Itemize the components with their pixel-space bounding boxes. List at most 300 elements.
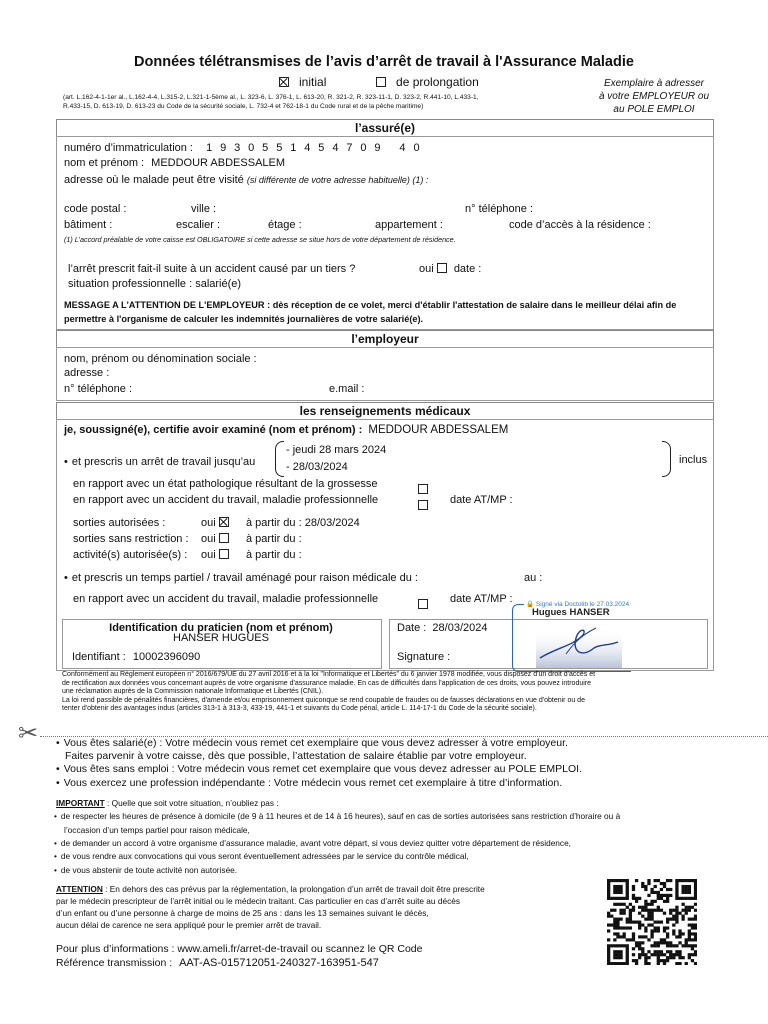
qr-module	[669, 956, 672, 959]
qr-module	[607, 959, 610, 962]
postal-label: code postal :	[64, 203, 127, 215]
qr-module	[675, 909, 678, 912]
signature-label: Signature :	[397, 651, 451, 663]
qr-module	[607, 947, 610, 950]
scissors-icon: ✂	[18, 720, 39, 747]
qr-module	[619, 891, 622, 894]
qr-module	[678, 956, 681, 959]
qr-module	[688, 891, 691, 894]
qr-module	[654, 929, 657, 932]
qr-module	[660, 941, 663, 944]
date-line-1: - jeudi 28 mars 2024	[286, 444, 387, 456]
qr-module	[688, 953, 691, 956]
qr-module	[675, 891, 678, 894]
qr-module	[691, 879, 694, 882]
phone-label: n° téléphone :	[465, 203, 534, 215]
qr-module	[691, 906, 694, 909]
qr-module	[650, 912, 653, 915]
qr-module	[616, 956, 619, 959]
qr-module	[613, 897, 616, 900]
work-accident-2-checkbox-wrap	[418, 595, 428, 613]
city-label: ville :	[191, 203, 217, 215]
address-label: adresse où le malade peut être visité	[64, 174, 244, 186]
qr-module	[688, 906, 691, 909]
qr-module	[666, 956, 669, 959]
more-info: Pour plus d’informations : www.ameli.fr/arret-de-travail ou scannez le QR Code	[56, 943, 423, 955]
qr-module	[666, 932, 669, 935]
qr-module	[613, 956, 616, 959]
qr-module	[638, 944, 641, 947]
qr-module	[660, 950, 663, 953]
qr-module	[685, 944, 688, 947]
qr-module	[669, 909, 672, 912]
qr-module	[660, 882, 663, 885]
qr-module	[681, 897, 684, 900]
qr-module	[610, 962, 613, 965]
praticien-date-label: Date :	[397, 622, 427, 634]
qr-module	[619, 926, 622, 929]
type-initial	[279, 76, 326, 89]
qr-module	[644, 909, 647, 912]
qr-module	[675, 912, 678, 915]
immat-row	[64, 142, 420, 155]
lock-icon: 🔒	[526, 601, 535, 608]
qr-module	[672, 944, 675, 947]
qr-module	[660, 897, 663, 900]
immat-value: 1 9 3 0 5 5 1 4 5 4 7 0 9 4 0	[206, 142, 421, 154]
qr-module	[607, 894, 610, 897]
qr-module	[694, 894, 697, 897]
activite-oui-label: oui	[201, 549, 216, 561]
employer-message: MESSAGE A L'ATTENTION DE L'EMPLOYEUR : dès réception de ce volet, merci d'établir l'attestation de salaire dans le meilleur délai afin de permettre à l'organisme de calculer les indemnités journalières de votre salarié(e).	[64, 300, 677, 324]
qr-module	[675, 918, 678, 921]
pregnancy-label: en rapport avec un état pathologique résultant de la grossesse	[73, 478, 378, 490]
important-item-1: • de respecter les heures de présence à domicile (de 9 à 11 heures et de 14 à 16 heures), sauf en cas de sorties autorisées sans restriction d’horaire ou à	[54, 811, 620, 821]
qr-module	[672, 909, 675, 912]
qr-module	[647, 962, 650, 965]
copy-note	[588, 77, 720, 116]
qr-module	[644, 926, 647, 929]
qr-module	[607, 891, 610, 894]
qr-module	[635, 879, 638, 882]
employer-phone-label: n° téléphone :	[64, 383, 133, 395]
qr-module	[613, 962, 616, 965]
qr-module	[623, 935, 626, 938]
medical-header: les renseignements médicaux	[56, 402, 714, 420]
qr-module	[654, 944, 657, 947]
qr-module	[626, 885, 629, 888]
signer-name: Hugues HANSER	[532, 607, 610, 618]
qr-module	[644, 903, 647, 906]
rgpd-line-2: de rectification aux données vous concernant auprès de votre organisme d'assurance maladie. En cas de difficultés dans l'application de ces droits, vous pouvez introduire	[62, 679, 592, 687]
qr-module	[644, 885, 647, 888]
accident-answer	[419, 263, 481, 276]
qr-module	[666, 959, 669, 962]
qr-module	[641, 941, 644, 944]
employer-address-label: adresse :	[64, 367, 110, 379]
accident-checkbox	[437, 263, 447, 273]
qr-module	[619, 879, 622, 882]
qr-module	[619, 909, 622, 912]
qr-module	[694, 879, 697, 882]
qr-module	[629, 909, 632, 912]
qr-module	[644, 959, 647, 962]
qr-module	[616, 944, 619, 947]
rgpd-line-1: Conformément au Règlement européen n° 2016/679/UE du 27 avril 2016 et à la loi "Informatique et Libertés" du 6 janvier 1978 modifiée, vous disposez d'un droit d'accès et	[62, 671, 596, 678]
qr-module	[694, 903, 697, 906]
legal-refs-2: R.433-15, D. 613-19, D. 613-23 du Code de la sécurité sociale, L. 732-4 et 762-18-1 du Code rural et de la pêche maritime)	[63, 103, 424, 110]
qr-module	[678, 941, 681, 944]
qr-module	[632, 888, 635, 891]
qr-module	[688, 897, 691, 900]
qr-module	[681, 956, 684, 959]
qr-module	[638, 912, 641, 915]
qr-module	[613, 918, 616, 921]
qr-module	[694, 888, 697, 891]
praticien-date-value: 28/03/2024	[432, 622, 488, 634]
qr-module	[685, 962, 688, 965]
qr-module	[688, 909, 691, 912]
qr-module	[616, 932, 619, 935]
qr-module	[688, 932, 691, 935]
praticien-date	[397, 622, 487, 635]
qr-module	[663, 900, 666, 903]
qr-module	[647, 882, 650, 885]
qr-module	[626, 897, 629, 900]
qr-module	[691, 918, 694, 921]
situation-value: salarié(e)	[195, 278, 242, 290]
qr-module	[685, 941, 688, 944]
activite-oui	[201, 549, 229, 562]
qr-module	[635, 900, 638, 903]
qr-module	[647, 956, 650, 959]
qr-module	[694, 897, 697, 900]
qr-module	[681, 885, 684, 888]
qr-module	[650, 891, 653, 894]
qr-module	[607, 888, 610, 891]
qr-module	[647, 903, 650, 906]
signed-via-text: Signé via Doctolib le 27.03.2024	[535, 601, 630, 608]
qr-module	[644, 888, 647, 891]
qr-module	[691, 923, 694, 926]
qr-module	[685, 909, 688, 912]
qr-module	[626, 921, 629, 924]
floor-label: étage :	[268, 219, 302, 231]
qr-module	[688, 885, 691, 888]
qr-module	[650, 932, 653, 935]
qr-module	[626, 926, 629, 929]
qr-module	[638, 923, 641, 926]
qr-module	[647, 912, 650, 915]
qr-module	[632, 897, 635, 900]
qr-module	[641, 885, 644, 888]
qr-module	[616, 888, 619, 891]
address-row	[64, 174, 428, 187]
qr-module	[663, 894, 666, 897]
qr-module	[647, 923, 650, 926]
qr-module	[678, 953, 681, 956]
prolongation-checkbox	[376, 77, 386, 87]
building-label: bâtiment :	[64, 219, 113, 231]
qr-module	[619, 935, 622, 938]
qr-module	[654, 941, 657, 944]
attention-line-3: d’un enfant ou d’une personne à charge de moins de 25 ans : dans les 13 semaines suivant le décès,	[56, 908, 429, 918]
qr-module	[672, 932, 675, 935]
qr-module	[691, 932, 694, 935]
qr-module	[626, 953, 629, 956]
qr-module	[657, 894, 660, 897]
qr-module	[644, 956, 647, 959]
qr-module	[629, 918, 632, 921]
qr-module	[616, 935, 619, 938]
oui-label: oui	[419, 263, 434, 275]
qr-module	[632, 894, 635, 897]
qr-module	[613, 909, 616, 912]
qr-module	[678, 950, 681, 953]
qr-code-icon	[607, 879, 697, 965]
sorties-oui-label: oui	[201, 517, 216, 529]
qr-module	[675, 906, 678, 909]
qr-module	[641, 935, 644, 938]
qr-module	[629, 938, 632, 941]
qr-module	[632, 959, 635, 962]
qr-module	[654, 891, 657, 894]
qr-module	[613, 921, 616, 924]
qr-module	[641, 923, 644, 926]
qr-module	[616, 879, 619, 882]
situation-label: situation professionnelle :	[68, 278, 193, 290]
qr-module	[635, 941, 638, 944]
qr-module	[607, 915, 610, 918]
qr-module	[626, 950, 629, 953]
qr-module	[654, 950, 657, 953]
ref-label: Référence transmission :	[56, 957, 173, 969]
qr-module	[619, 944, 622, 947]
sorties-sans-date-label: à partir du :	[246, 533, 302, 545]
qr-module	[666, 926, 669, 929]
qr-module	[657, 959, 660, 962]
qr-module	[619, 950, 622, 953]
qr-module	[663, 941, 666, 944]
qr-module	[626, 962, 629, 965]
activite-checkbox	[219, 549, 229, 559]
qr-module	[654, 926, 657, 929]
qr-module	[657, 879, 660, 882]
qr-module	[632, 953, 635, 956]
qr-module	[678, 879, 681, 882]
qr-module	[650, 953, 653, 956]
qr-module	[641, 947, 644, 950]
qr-module	[607, 912, 610, 915]
qr-module	[619, 903, 622, 906]
copy-note-line: Exemplaire à adresser	[603, 78, 705, 89]
qr-module	[650, 944, 653, 947]
qr-module	[678, 912, 681, 915]
qr-module	[669, 918, 672, 921]
employer-name-label: nom, prénom ou dénomination sociale :	[64, 353, 257, 365]
qr-module	[641, 882, 644, 885]
qr-module	[675, 882, 678, 885]
sorties-sans-oui	[201, 533, 229, 546]
qr-module	[694, 944, 697, 947]
qr-module	[678, 935, 681, 938]
transmission-ref	[56, 957, 379, 970]
qr-module	[647, 894, 650, 897]
qr-module	[657, 921, 660, 924]
qr-module	[657, 926, 660, 929]
qr-module	[654, 900, 657, 903]
qr-module	[663, 959, 666, 962]
type-prolongation-label: de prolongation	[396, 75, 479, 89]
qr-module	[691, 926, 694, 929]
qr-module	[685, 912, 688, 915]
qr-module	[688, 879, 691, 882]
qr-module	[650, 918, 653, 921]
qr-module	[626, 918, 629, 921]
qr-module	[657, 929, 660, 932]
qr-module	[681, 932, 684, 935]
qr-module	[626, 879, 629, 882]
address-footnote: (1) L’accord préalable de votre caisse est OBLIGATOIRE si cette adresse se situe hors de votre département de résidence.	[64, 235, 456, 244]
qr-module	[654, 921, 657, 924]
attention-line-2: par le médecin prescripteur de l’arrêt initial ou le médecin traitant. Cas particulier en cas d’arrêt suite au décès	[56, 896, 460, 906]
qr-module	[657, 950, 660, 953]
qr-module	[666, 900, 669, 903]
qr-module	[610, 923, 613, 926]
qr-module	[681, 909, 684, 912]
qr-module	[666, 935, 669, 938]
sorties-sans-checkbox	[219, 533, 229, 543]
qr-module	[685, 888, 688, 891]
qr-module	[688, 935, 691, 938]
qr-module	[641, 909, 644, 912]
qr-module	[650, 929, 653, 932]
qr-module	[688, 888, 691, 891]
info-line-2: Faites parvenir à votre caisse, dès que possible, l’attestation de salaire établie par votre employeur.	[65, 750, 527, 762]
qr-module	[681, 879, 684, 882]
situation-row	[68, 278, 241, 291]
qr-module	[626, 959, 629, 962]
qr-module	[635, 959, 638, 962]
qr-module	[638, 953, 641, 956]
qr-module	[685, 906, 688, 909]
qr-module	[657, 897, 660, 900]
attention-line-4: aucun délai de carence ne sera appliqué pour le premier arrêt de travail.	[56, 920, 322, 930]
qr-module	[663, 929, 666, 932]
qr-module	[666, 897, 669, 900]
qr-module	[657, 906, 660, 909]
qr-module	[610, 879, 613, 882]
qr-module	[675, 885, 678, 888]
qr-module	[635, 897, 638, 900]
qr-module	[666, 921, 669, 924]
qr-module	[675, 888, 678, 891]
qr-module	[632, 921, 635, 924]
qr-module	[654, 953, 657, 956]
date-line-2: - 28/03/2024	[286, 461, 348, 473]
qr-module	[632, 938, 635, 941]
qr-module	[681, 944, 684, 947]
rgpd-line-3: une réclamation auprès de la Commission nationale Informatique et Libertés (CNIL).	[62, 688, 324, 695]
attention-line-1	[56, 884, 485, 894]
qr-module	[666, 950, 669, 953]
qr-module	[613, 932, 616, 935]
qr-module	[685, 897, 688, 900]
qr-module	[623, 903, 626, 906]
qr-module	[650, 903, 653, 906]
date-bracket-left	[275, 441, 284, 477]
certify-row	[64, 424, 508, 437]
qr-module	[616, 953, 619, 956]
part-time-label: • et prescris un temps partiel / travail aménagé pour raison médicale du :	[64, 572, 418, 585]
info-line-1: • Vous êtes salarié(e) : Votre médecin vous remet cet exemplaire que vous devez adresser à votre employeur.	[56, 737, 568, 750]
qr-module	[694, 935, 697, 938]
name-value: MEDDOUR ABDESSALEM	[151, 157, 286, 169]
qr-module	[616, 891, 619, 894]
qr-module	[613, 953, 616, 956]
qr-module	[632, 935, 635, 938]
qr-module	[657, 962, 660, 965]
qr-module	[663, 912, 666, 915]
praticien-id-title: Identification du praticien (nom et prénom)	[109, 622, 333, 634]
qr-module	[694, 923, 697, 926]
page-title: Données télétransmises de l’avis d’arrêt de travail à l'Assurance Maladie	[134, 54, 634, 70]
qr-module	[660, 894, 663, 897]
qr-module	[660, 959, 663, 962]
qr-module	[616, 923, 619, 926]
qr-module	[626, 956, 629, 959]
qr-module	[657, 944, 660, 947]
qr-module	[623, 897, 626, 900]
qr-module	[675, 950, 678, 953]
legal-refs-1: (art. L.162-4-1-1er al., L.162-4-4, L.315-2, L.321-1-5ème al., L. 323-6, L. 376-1, L. 613-20, R. 321-2, R. 323-11-1, D. 323-2, R.441-10, L.433-1,	[63, 94, 479, 101]
qr-module	[644, 953, 647, 956]
qr-module	[613, 923, 616, 926]
qr-module	[675, 962, 678, 965]
qr-module	[666, 918, 669, 921]
qr-module	[616, 885, 619, 888]
qr-module	[691, 938, 694, 941]
qr-module	[654, 885, 657, 888]
qr-module	[644, 900, 647, 903]
qr-module	[641, 950, 644, 953]
qr-module	[632, 909, 635, 912]
qr-module	[650, 909, 653, 912]
qr-module	[675, 935, 678, 938]
qr-module	[678, 897, 681, 900]
qr-module	[607, 885, 610, 888]
qr-module	[654, 909, 657, 912]
qr-module	[672, 918, 675, 921]
qr-module	[635, 944, 638, 947]
identifiant-label: Identifiant :	[72, 651, 126, 663]
qr-module	[675, 921, 678, 924]
qr-module	[632, 947, 635, 950]
qr-module	[663, 882, 666, 885]
qr-module	[610, 915, 613, 918]
qr-module	[691, 897, 694, 900]
qr-module	[607, 879, 610, 882]
sorties-label: sorties autorisées :	[73, 517, 166, 529]
qr-module	[657, 891, 660, 894]
identifiant-row	[72, 651, 200, 664]
qr-module	[669, 912, 672, 915]
qr-module	[613, 888, 616, 891]
qr-module	[626, 891, 629, 894]
qr-module	[650, 915, 653, 918]
activite-label: activité(s) autorisée(s) :	[73, 549, 188, 561]
qr-module	[675, 944, 678, 947]
